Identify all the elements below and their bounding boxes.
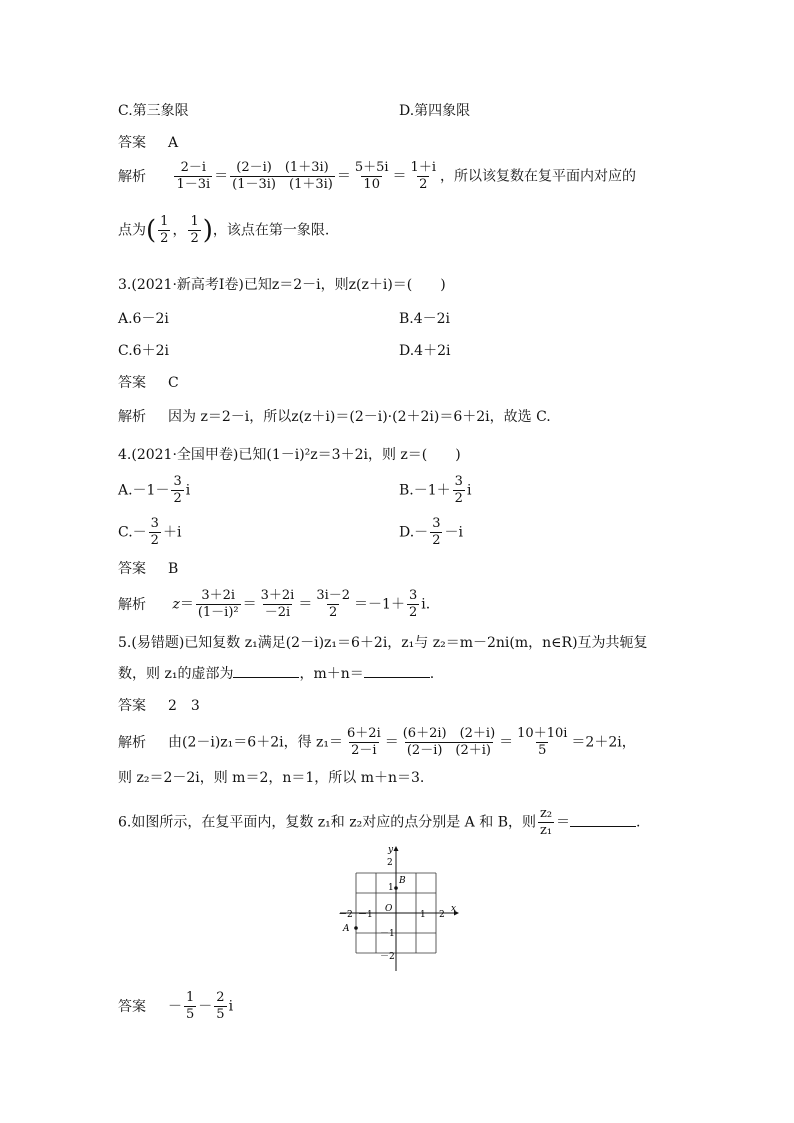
fraction: $\frac{3+2i}{\text{(1－i)²}}$ [197, 588, 239, 620]
q6-answer: 答案 － $\frac{1}{5}$ － $\frac{2}{5}$ i [118, 990, 234, 1022]
q3-answer [118, 373, 179, 393]
fraction: $\frac{1}{2}$ [190, 214, 199, 246]
answer-blank[interactable] [364, 665, 430, 678]
x-axis-label: x [451, 904, 457, 914]
fraction: $\frac{3i-2}{2}$ [316, 588, 351, 620]
q4-option-a: A.－1－ $\frac{3}{2}$ i [118, 474, 191, 506]
y-axis-label: y [388, 845, 394, 855]
fraction: $\frac{1}{2}$ [160, 214, 169, 246]
q3-analysis: 解析 因为 z＝2－i，所以z(z＋i)＝(2－i)·(2＋2i)＝6＋2i，故选 C. [118, 409, 551, 425]
analysis-label: 解析 [118, 168, 146, 185]
q4-analysis: 解析 z＝ $\frac{3+2i}{\text{(1－i)²}}$ ＝ $\frac{3+2i}{-2i}$ ＝ $\frac{3i-2}{2}$ ＝－1＋ $\frac{3}{2}$ i. [118, 588, 431, 620]
q2-analysis: 解析 $\frac{2-i}{1-3i}$ ＝ $\frac{(2-i) (1+3i)}{(1-3i) (1+3i)}$ ＝ $\frac{5+5i}{10}$ ＝ $\frac{1+i}{2}$ ，所以该复数在复平面内对应的 [118, 160, 636, 192]
answer-label: 答案 [118, 375, 146, 391]
q5-analysis: 解析 由(2－i)z₁＝6＋2i，得 z₁＝ $\frac{6+2i}{2-i}$ ＝ $\frac{(6+2i) (2+i)}{(2-i) (2+i)}$ ＝ $\frac{10+10i}{5}$ ＝2＋2i， [118, 726, 636, 758]
fraction: $\frac{2}{5}$ [216, 990, 225, 1022]
fraction: $\frac{6+2i}{2-i}$ [347, 726, 381, 758]
y-axis-arrow [394, 846, 399, 851]
tick-label: －2 [380, 952, 395, 962]
q3-option-b: B.4－2i [399, 311, 451, 327]
answer-label: 答案 [118, 998, 146, 1015]
fraction: $\frac{\text{z₂}}{\text{z₁}}$ [539, 806, 553, 838]
answer-blank[interactable] [570, 814, 636, 827]
complex-plane-figure [330, 843, 464, 975]
q5-answer [118, 696, 200, 716]
fraction: $\frac{1+i}{2}$ [410, 160, 436, 192]
q2-option-c: C.第三象限 [118, 103, 189, 119]
answer-label: 答案 [118, 135, 146, 151]
q5-stem-line2: 数，则 z₁的虚部为 ，m＋n＝ . [118, 666, 435, 682]
point-a-label: A [343, 924, 350, 934]
q5-analysis-line2: 则 z₂＝2－2i，则 m＝2，n＝1，所以 m＋n＝3. [118, 770, 425, 786]
q4-option-d: D.－ $\frac{3}{2}$ －i [399, 516, 463, 548]
tick-label: －2 [338, 910, 353, 920]
fraction: $\frac{3}{2}$ [173, 474, 182, 506]
analysis-conclusion: ，所以该复数在复平面内对应的 [439, 168, 636, 185]
analysis-label: 解析 [118, 734, 146, 751]
tick-label: 2 [439, 910, 445, 920]
fraction: $\frac{3+2i}{-2i}$ [260, 588, 295, 620]
q5-stem-line1: 5.(易错题)已知复数 z₁满足(2－i)z₁＝6＋2i，z₁与 z₂＝m－2ni(m，n∈R)互为共轭复 [118, 635, 648, 651]
q6-stem: 6.如图所示，在复平面内，复数 z₁和 z₂对应的点分别是 A 和 B，则 $\frac{\text{z₂}}{\text{z₁}}$ ＝ . [118, 806, 641, 838]
analysis-point-suffix: ，该点在第一象限. [212, 222, 330, 239]
tick-label: 1 [420, 910, 426, 920]
q4-option-b: B.－1＋ $\frac{3}{2}$ i [399, 474, 472, 506]
q2-analysis-line2: 点为( $\frac{1}{2}$ ， $\frac{1}{2}$ )，该点在第一象限. [118, 214, 330, 246]
point-b-label: B [399, 876, 406, 886]
fraction: $\frac{2-i}{1-3i}$ [176, 160, 211, 192]
tick-label: －1 [380, 929, 395, 939]
q4-option-c: C.－ $\frac{3}{2}$ ＋i [118, 516, 182, 548]
analysis-point-prefix: 点为 [118, 222, 146, 239]
q2-answer [118, 133, 178, 153]
answer-label: 答案 [118, 561, 146, 577]
tick-label: 2 [387, 858, 393, 868]
point-a [354, 926, 358, 930]
answer-value: B [168, 561, 179, 577]
q3-option-a: A.6－2i [118, 311, 169, 327]
q3-option-c: C.6＋2i [118, 343, 169, 359]
q3-option-d: D.4＋2i [399, 343, 451, 359]
answer-value: 2 3 [168, 698, 200, 714]
tick-label: －1 [358, 910, 373, 920]
fraction: $\frac{5+5i}{10}$ [354, 160, 389, 192]
fraction: $\frac{3}{2}$ [432, 516, 441, 548]
answer-value: A [168, 135, 179, 151]
fraction: $\frac{3}{2}$ [408, 588, 418, 620]
answer-value: C [168, 375, 179, 391]
answer-label: 答案 [118, 698, 146, 714]
fraction: $\frac{3}{2}$ [150, 516, 159, 548]
tick-label: 1 [388, 883, 394, 893]
analysis-label: 解析 [118, 409, 146, 425]
point-b [394, 886, 398, 890]
fraction: $\frac{(2-i) (1+3i)}{(1-3i) (1+3i)}$ [232, 160, 333, 192]
origin-label: O [385, 904, 393, 914]
fraction: $\frac{3}{2}$ [454, 474, 463, 506]
answer-blank[interactable] [233, 665, 299, 678]
analysis-label: 解析 [118, 596, 146, 613]
q4-answer [118, 559, 178, 579]
fraction: $\frac{(6+2i) (2+i)}{(2-i) (2+i)}$ [402, 726, 496, 758]
q4-stem: 4.(2021·全国甲卷)已知(1－i)²z＝3＋2i，则 z＝( ) [118, 447, 461, 463]
q3-stem: 3.(2021·新高考Ⅰ卷)已知z＝2－i，则z(z＋i)＝( ) [118, 277, 446, 293]
conjugate-expression: z(z＋i)＝( ) [348, 277, 446, 293]
q2-option-d: D.第四象限 [399, 103, 471, 119]
fraction: $\frac{1}{5}$ [186, 990, 195, 1022]
fraction: $\frac{10+10i}{5}$ [517, 726, 568, 758]
